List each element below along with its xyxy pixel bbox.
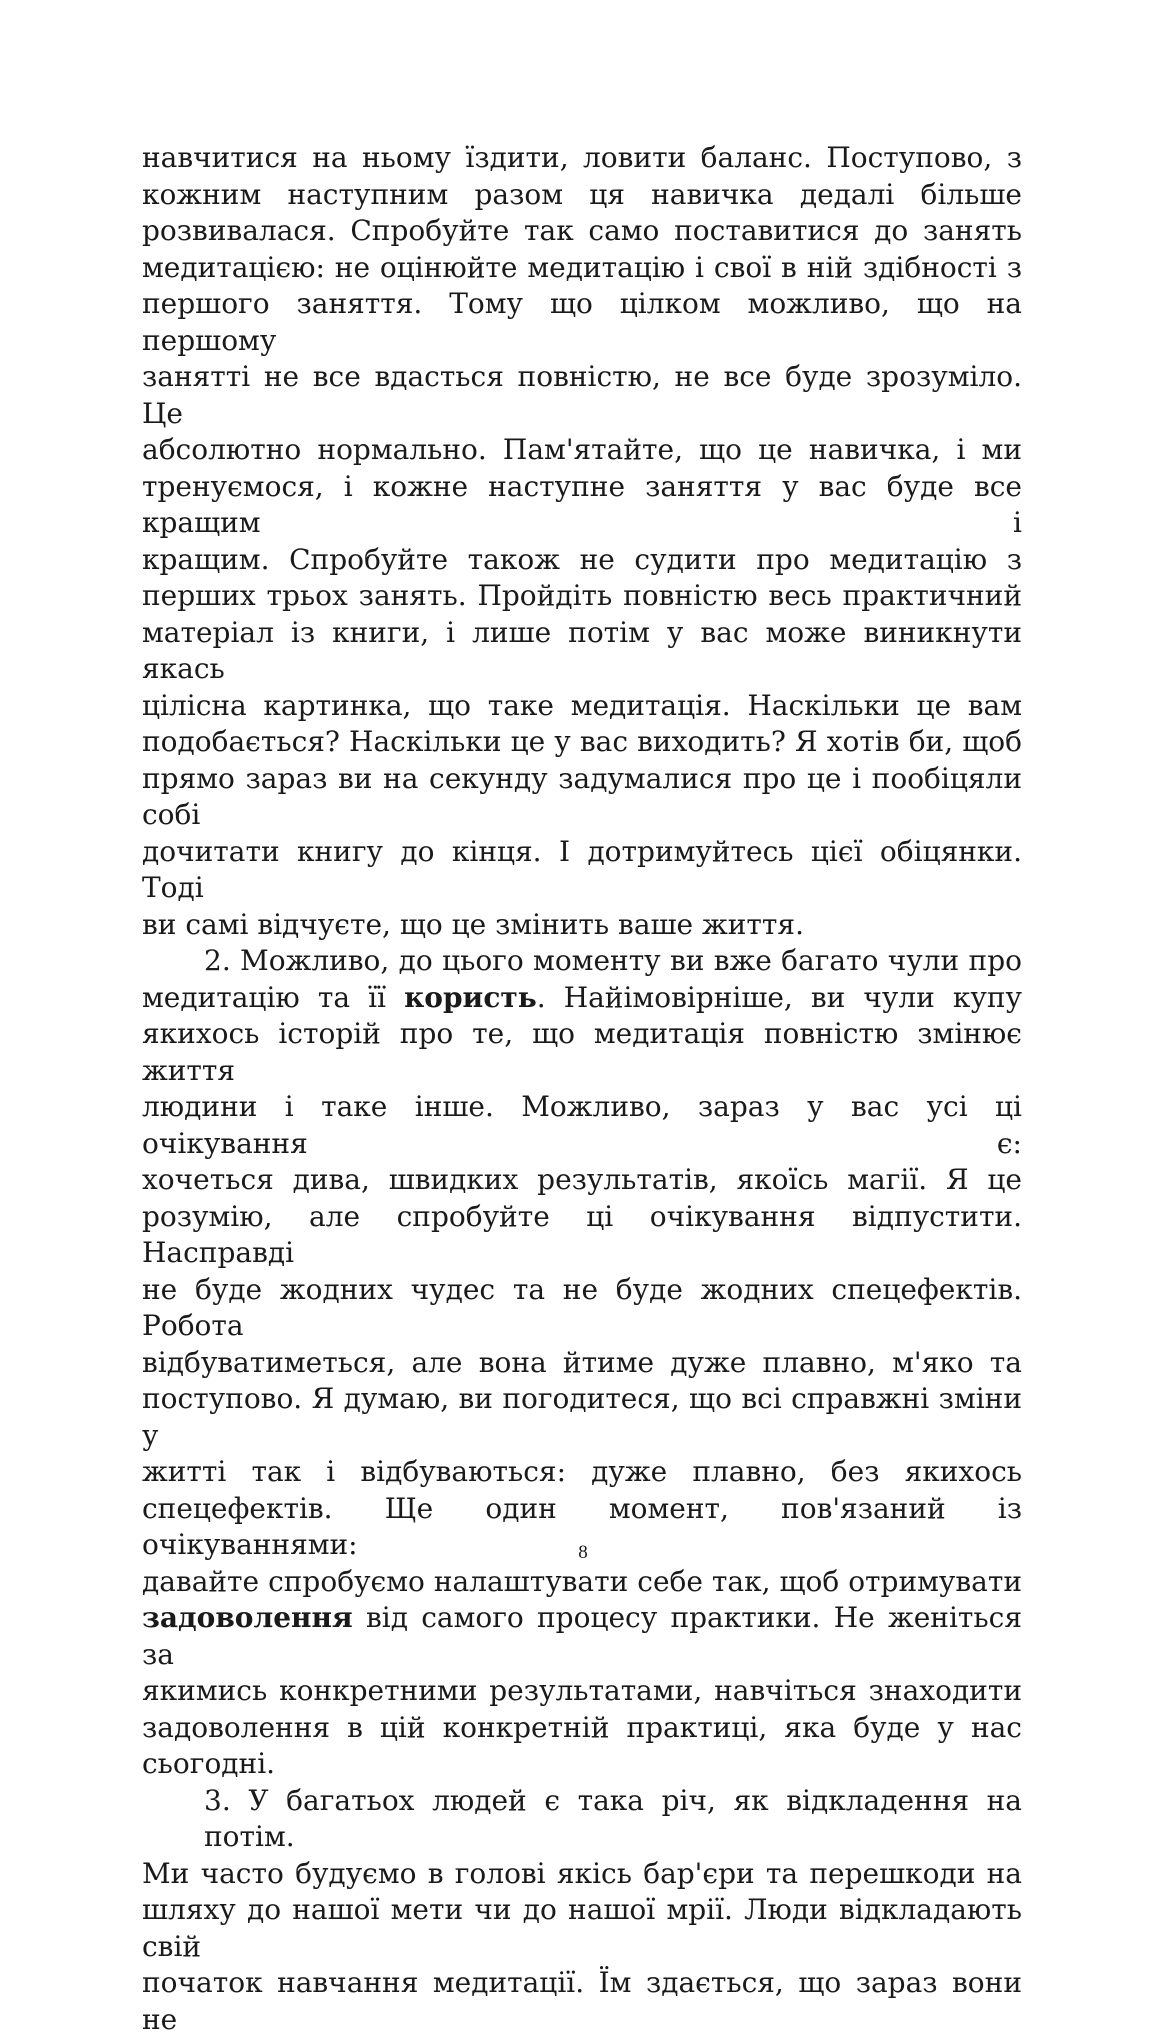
text-line: початок навчання медитації. Їм здається, що зараз вони не [142, 1965, 1022, 2038]
text-run: медитацію та її [142, 981, 404, 1014]
text-line: сьогодні. [142, 1746, 1022, 1783]
text-line: ви самі відчуєте, що це змінить ваше життя. [142, 907, 1022, 944]
text-line: Ми часто будуємо в голові якісь бар'єри та перешкоди на [142, 1856, 1022, 1893]
text-line: якихось історій про те, що медитація повністю змінює життя [142, 1016, 1022, 1089]
emphasis-benefit: користь [404, 981, 537, 1014]
text-line: медитацією: не оцінюйте медитацію і свої в ній здібності з [142, 250, 1022, 287]
text-line: матеріал із книги, і лише потім у вас може виникнути якась [142, 615, 1022, 688]
text-line: перших трьох занять. Пройдіть повністю весь практичний [142, 578, 1022, 615]
paragraph-2 [142, 943, 1022, 1783]
text-line: дочитати книгу до кінця. І дотримуйтесь цієї обіцянки. Тоді [142, 834, 1022, 907]
text-line: 2. Можливо, до цього моменту ви вже багато чули про [142, 943, 1022, 980]
text-line: прямо зараз ви на секунду задумалися про це і пообіцяли собі [142, 761, 1022, 834]
text-line: спецефектів. Ще один момент, пов'язаний із очікуваннями: [142, 1491, 1022, 1564]
text-line: розвивалася. Спробуйте так само поставитися до занять [142, 213, 1022, 250]
text-line: задоволення в цій конкретній практиці, яка буде у нас [142, 1710, 1022, 1747]
text-line: абсолютно нормально. Пам'ятайте, що це навичка, і ми [142, 432, 1022, 469]
emphasis-satisfaction: задоволення [142, 1601, 353, 1634]
text-line: кожним наступним разом ця навичка дедалі більше [142, 177, 1022, 214]
text-run: . Найімовірніше, ви чули купу [537, 981, 1022, 1014]
text-line: кращим. Спробуйте також не судити про медитацію з [142, 542, 1022, 579]
text-line: поступово. Я думаю, ви погодитеся, що всі справжні зміни у [142, 1381, 1022, 1454]
text-line: відбуватиметься, але вона йтиме дуже плавно, м'яко та [142, 1345, 1022, 1382]
text-line: цілісна картинка, що таке медитація. Наскільки це вам [142, 688, 1022, 725]
text-line: першого заняття. Тому що цілком можливо, що на першому [142, 286, 1022, 359]
text-line: якимись конкретними результатами, навчіться знаходити [142, 1673, 1022, 1710]
text-line: 3. У багатьох людей є така річ, як відкладення на потім. [142, 1783, 1022, 1856]
text-line: людини і таке інше. Можливо, зараз у вас усі ці очікування є: [142, 1089, 1022, 1162]
text-line: навчитися на ньому їздити, ловити баланс. Поступово, з [142, 140, 1022, 177]
text-line: тренуємося, і кожне наступне заняття у вас буде все кращим і [142, 469, 1022, 542]
text-line: хочеться дива, швидких результатів, якоїсь магії. Я це [142, 1162, 1022, 1199]
text-line: подобається? Наскільки це у вас виходить? Я хотів би, щоб [142, 724, 1022, 761]
text-line: житті так і відбуваються: дуже плавно, без якихось [142, 1454, 1022, 1491]
text-run: від самого процесу практики. Не женіться за [142, 1601, 1022, 1671]
text-line: занятті не все вдасться повністю, не все буде зрозуміло. Це [142, 359, 1022, 432]
paragraph-3 [142, 1783, 1022, 2038]
page-number: 8 [0, 1542, 1166, 1564]
text-line: не буде жодних чудес та не буде жодних спецефектів. Робота [142, 1272, 1022, 1345]
text-line [142, 980, 1022, 1017]
paragraph-1 [142, 140, 1022, 943]
text-line: розумію, але спробуйте ці очікування відпустити. Насправді [142, 1199, 1022, 1272]
text-line: давайте спробуємо налаштувати себе так, щоб отримувати [142, 1564, 1022, 1601]
text-line [142, 1600, 1022, 1673]
page-body [142, 140, 1022, 2038]
text-line: шляху до нашої мети чи до нашої мрії. Люди відкладають свій [142, 1892, 1022, 1965]
